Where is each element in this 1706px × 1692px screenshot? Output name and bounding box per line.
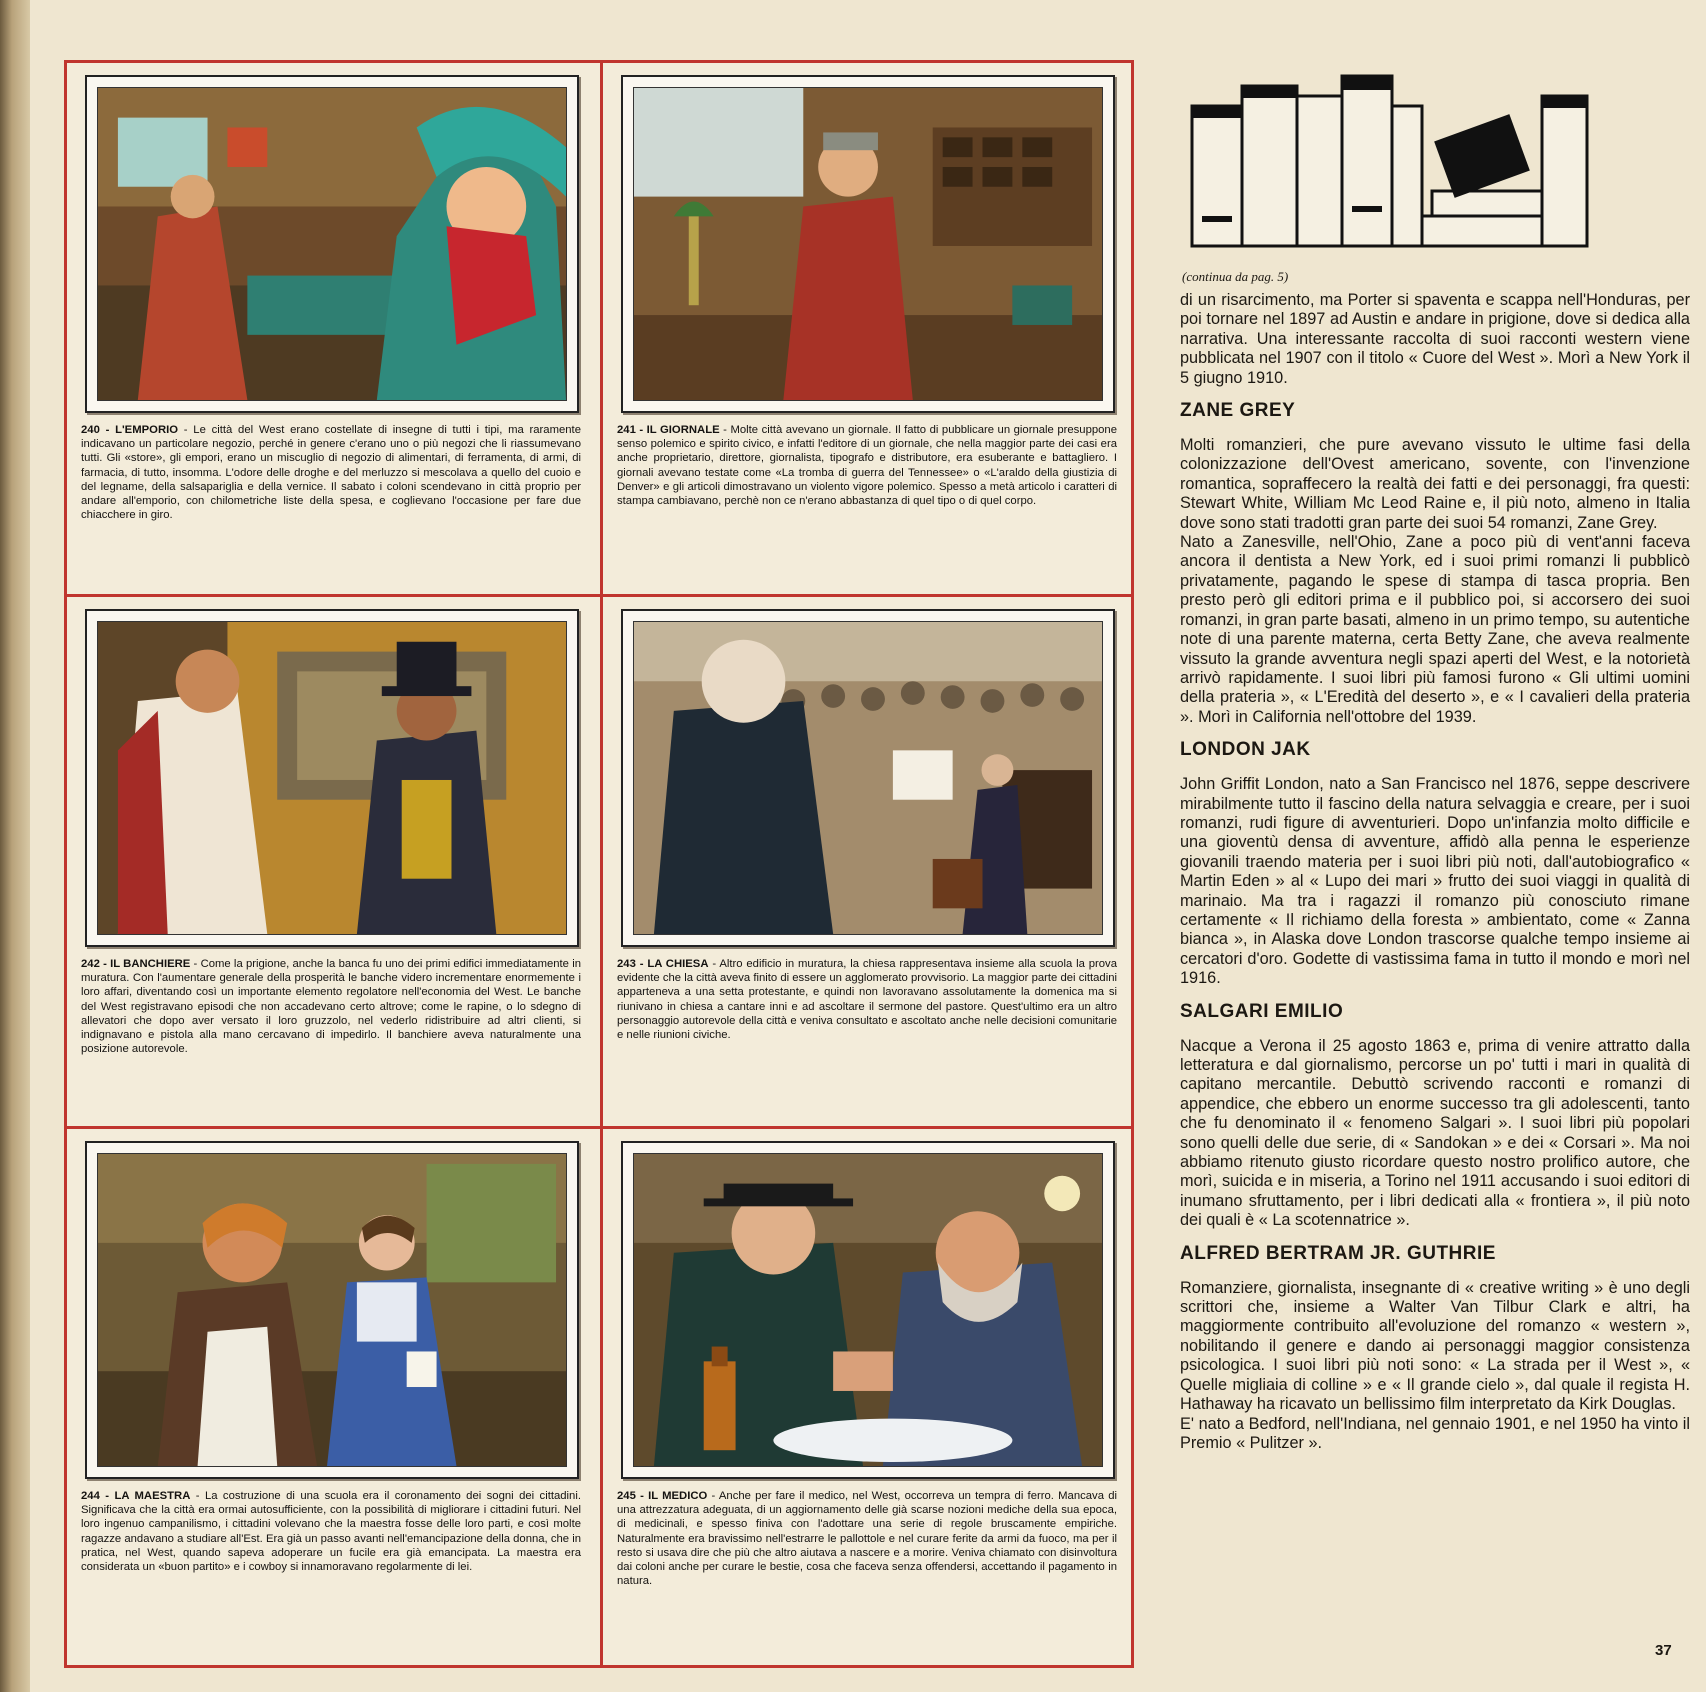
card-number: 245 (617, 1490, 636, 1502)
card-caption: 242 - IL BANCHIERE - Come la prigione, anche la banca fu uno dei primi edifici immediatamente in muratura. Con l'aumentare generale della prosperità le banche videro incrementare enormemente i loro affari, diventando così un importante elemento regolatore nell'economia del West. Le banche del West registravano episodi che non accadevano certo altrove; come le rapine, o lo sdegno di allevatori che dopo aver versato il loro gruzzolo, nel vederlo ridistribuire ad altri clienti, si indignavano e pistola alla mano cercavano di impedirlo. Il banchiere aveva naturalmente una posizione autorevole. (81, 958, 581, 1056)
section-body (1180, 1037, 1690, 1231)
book-spine-shadow (0, 0, 30, 1692)
card-illustration-chiesa (633, 621, 1103, 935)
card-illustration-banchiere (97, 621, 567, 935)
card-title: LA CHIESA (647, 958, 709, 970)
card-title: IL MEDICO (648, 1490, 708, 1502)
card-text: Altro edificio in muratura, la chiesa rappresentava insieme alla scuola la prova evidente che la città aveva finito di essere un agglomerato provvisorio. La maggior parte dei cittadini apparteneva a una setta protestante, e quindi non lavoravano assolutamente la domenica ma si riunivano in chiesa a cantare inni e ad ascoltare il sermone del pastore. Quest'ultimo era un altro personaggio autorevole della città e veniva consultato e ascoltato anche nelle decisioni comunitarie e nelle riunioni civiche. (617, 958, 1117, 1042)
paragraph-text: Romanziere, giornalista, insegnante di « creative writing » è uno degli scrittori che, insieme a Walter Van Tilbur Clark e altri, ha maggiormente contribuito all'evoluzione del romanzo « western », nobilitando il genere e dando ai personaggi maggior consistenza psicologica. I suoi libri più noti sono: « La strada per il West », « Quelle migliaia di colline » e « Il grande cielo », dal quale il regista H. Hathaway ha ricavato un bellissimo film interpretato da Kirk Douglas. (1180, 1278, 1690, 1414)
trading-card (621, 609, 1115, 947)
card-text: Molte città avevano un giornale. Il fatto di pubblicare un giornale presuppone senso polemico e spirito civico, e infatti l'editore di un giornale, che nella maggior parte dei casi era anche proprietario, direttore, giornalista, tipografo e distributore, era esuberante e battagliero. I giornali avevano testate come «La tromba di guerra del Tennessee» o «L'araldo della giustizia di Denver» e gli articoli dimostravano un violento vigore polemico. Spesso a metà articolo i caratteri di stampa cambiavano, perchè non ce n'erano abbastanza di quel tipo o di quel corpo. (617, 424, 1118, 508)
card-caption: 243 - LA CHIESA - Altro edificio in muratura, la chiesa rappresentava insieme alla scuola la prova evidente che la città aveva finito di essere un agglomerato provvisorio. La maggior parte dei cittadini apparteneva a una setta protestante, e quindi non lavoravano assolutamente la domenica ma si riunivano in chiesa a cantare inni e ad ascoltare il sermone del pastore. Quest'ultimo era un altro personaggio autorevole della città e veniva consultato e ascoltato anche nelle decisioni comunitarie e nelle riunioni civiche. (617, 958, 1117, 1042)
section-body (1180, 1279, 1690, 1454)
paragraph-text: di un risarcimento, ma Porter si spaventa e scappa nell'Honduras, per poi tornare nel 1897 ad Austin e andare in prigione, dove si dedica alla narrativa. Una interessante raccolta di suoi racconti western viene pubblicata nel 1907 con il titolo « Cuore del West ». Morì a New York il 5 giugno 1910. (1180, 291, 1690, 387)
card-caption: 241 - IL GIORNALE - Molte città avevano un giornale. Il fatto di pubblicare un giornale presuppone senso polemico e spirito civico, e infatti l'editore di un giornale, che nella maggior parte dei casi era anche proprietario, direttore, giornalista, tipografo e distributore, era esuberante e battagliero. I giornali avevano testate come «La tromba di guerra del Tennessee» o «L'araldo della giustizia di Denver» e gli articoli dimostravano un violento vigore polemico. Spesso a metà articolo i caratteri di stampa cambiavano, perchè non ce n'erano abbastanza di quel tipo o di quel corpo. (617, 424, 1118, 508)
card-number: 244 (81, 1490, 100, 1502)
card-illustration-maestra (97, 1153, 567, 1467)
card-title: LA MAESTRA (114, 1490, 191, 1502)
trading-card (85, 75, 579, 413)
trading-card (85, 609, 579, 947)
section-body (1180, 775, 1690, 988)
section-heading-london-jak: LONDON JAK (1180, 739, 1311, 761)
card-caption: 245 - IL MEDICO - Anche per fare il medico, nel West, occorreva un tempra di ferro. Mancava di una attrezzatura adeguata, di un aggiornamento delle già scarse nozioni mediche della sua epoca, di medicinali, e spesso finiva con l'adottare una serie di regole bruscamente empiriche. Naturalmente era bravissimo nell'estrarre le pallottole e nel curare ferite da armi da fuoco, ma per il resto si usava dire che più che altro aiutava a nascere e a morire. Veniva chiamato con disinvoltura dai coloni anche per curare le bestie, cosa che faceva senza offendersi, accettando il pagamento in natura. (617, 1490, 1117, 1588)
trading-card (85, 1141, 579, 1479)
card-text: Anche per fare il medico, nel West, occorreva un tempra di ferro. Mancava di una attrezzatura adeguata, di un aggiornamento delle già scarse nozioni mediche della sua epoca, di medicinali, e spesso finiva con l'adottare una serie di regole bruscamente empiriche. Naturalmente era bravissimo nell'estrarre le pallottole e nel curare ferite da armi da fuoco, ma per il resto si usava dire che più che altro aiutava a nascere e a morire. Veniva chiamato con disinvoltura dai coloni anche per curare le bestie, cosa che faceva senza offendersi, accettando il pagamento in natura. (617, 1490, 1117, 1588)
card-caption: 240 - L'EMPORIO - Le città del West erano costellate di insegne di tutti i tipi, ma raramente indicavano un particolare negozio, perché in genere c'erano uno o più negozi che li riassumevano tutti. Gli «store», gli empori, erano un miscuglio di negozio di alimentari, di ferramenta, di armi, di farmacia, di tutto, insomma. L'odore delle droghe e del merluzzo si mescolava a quello del cuoio e del legname, della salsapariglia e della vernice. Il sabato i coloni scendevano in città proprio per andare all'emporio, con chilometriche liste della spesa, e coglievano l'occasione per fare due chiacchere in giro. (81, 424, 581, 522)
card-number: 240 (81, 424, 100, 436)
paragraph-text: Molti romanzieri, che pure avevano vissuto le ultime fasi della colonizzazione dell'Ovest americano, sovente, con l'invenzione romantica, sopraffecero la realtà dei fatti e dei personaggi, fra questi: Stewart White, William Mc Leod Raine e, il più noto, almeno in Italia dove sono stati tradotti gran parte dei suoi 54 romanzi, Zane Grey. (1180, 436, 1690, 532)
card-text: Le città del West erano costellate di insegne di tutti i tipi, ma raramente indicavano un particolare negozio, perché in genere c'erano uno o più negozi che li riassumevano tutti. Gli «store», gli empori, erano un miscuglio di negozio di alimentari, di ferramenta, di armi, di farmacia, di tutto, insomma. L'odore delle droghe e del merluzzo si mescolava a quello del cuoio e del legname, della salsapariglia e della vernice. Il sabato i coloni scendevano in città proprio per andare all'emporio, con chilometriche liste della spesa, e coglievano l'occasione per fare due chiacchere in giro. (81, 424, 581, 522)
grid-divider-vertical (600, 63, 603, 1665)
card-illustration-giornale (633, 87, 1103, 401)
section-body (1180, 436, 1690, 727)
card-title: L'EMPORIO (115, 424, 179, 436)
card-title: IL GIORNALE (646, 424, 720, 436)
section-heading-salgari-emilio: SALGARI EMILIO (1180, 1000, 1344, 1022)
card-text: Come la prigione, anche la banca fu uno dei primi edifici immediatamente in muratura. Con l'aumentare generale della prosperità le banche videro incrementare enormemente i loro affari, diventando così un importante elemento regolatore nell'economia del West. Le banche del West registravano episodi che non accadevano certo altrove; come le rapine, o lo sdegno di allevatori che dopo aver versato il loro gruzzolo, nel vederlo ridistribuire ad altri clienti, si indignavano e pistola alla mano cercavano di impedirlo. Il banchiere aveva naturalmente una posizione autorevole. (81, 958, 581, 1056)
grid-divider-horizontal (67, 594, 1131, 597)
books-illustration (1182, 66, 1602, 256)
card-grid (64, 60, 1134, 1668)
intro-paragraph (1180, 291, 1690, 388)
page-number: 37 (1655, 1642, 1672, 1659)
card-number: 241 (617, 424, 636, 436)
paragraph-text: John Griffit London, nato a San Francisco nel 1876, seppe descrivere mirabilmente tutto il fascino della natura selvaggia e creare, per i suoi romanzi, rudi figure di avventurieri. Dopo un'infanzia molto difficile e una gioventù densa di avventure, affidò alla penna le esperienze giovanili traendo materia per i suoi libri più noti, dall'autobiografico « Martin Eden » al « Lupo dei mari » frutto dei suoi viaggi in qualità di marinaio. Ma tra i ragazzi il romanzo più conosciuto rimane certamente « Il richiamo della foresta » ambientato, come « Zanna bianca », in Alaska dove London trascorse qualche tempo insieme ai cercatori d'oro. Godette di vastissima fama in tutto il mondo e morì nel 1916. (1180, 775, 1690, 988)
card-text: La costruzione di una scuola era il coronamento dei sogni dei cittadini. Significava che la città era ormai autosufficiente, con la possibilità di migliorare i cittadini futuri. Nel loro ingenuo campanilismo, i cittadini volevano che la maestra fosse delle loro parti, e così molte ragazze andavano a studiare all'Est. Era già un passo avanti nell'emancipazione della donna, che in pratica, nel West, quando sapeva adoperare un fucile era già emancipata. La maestra era considerata un «buon partito» e i cowboy si innamoravano regolarmente di lei. (81, 1490, 581, 1574)
card-caption: 244 - LA MAESTRA - La costruzione di una scuola era il coronamento dei sogni dei cittadini. Significava che la città era ormai autosufficiente, con la possibilità di migliorare i cittadini futuri. Nel loro ingenuo campanilismo, i cittadini volevano che la maestra fosse delle loro parti, e così molte ragazze andavano a studiare all'Est. Era già un passo avanti nell'emancipazione della donna, che in pratica, nel West, quando sapeva adoperare un fucile era già emancipata. La maestra era considerata un «buon partito» e i cowboy si innamoravano regolarmente di lei. (81, 1490, 581, 1574)
card-number: 242 (81, 958, 100, 970)
trading-card (621, 1141, 1115, 1479)
card-illustration-medico (633, 1153, 1103, 1467)
paragraph-text: Nacque a Verona il 25 agosto 1863 e, prima di venire attratto dalla letteratura e dal giornalismo, percorse un po' tutti i mari in qualità di capitano mercantile. Debuttò scrivendo racconti e romanzi di appendice, che ebbero un enorme successo tra gli adolescenti, tanto che fu denominato il « fenomeno Salgari ». I suoi libri più popolari sono quelli delle due serie, di « Sandokan » e dei « Corsari ». Ma noi abbiamo ritenuto giusto ricordare questo nostro prolifico autore, che morì, suicida e in miseria, a Torino nel 1911 accusando i suoi editori di inumano sfruttamento, per i libri dedicati alla « frontiera », il più noto dei quali è « La scotennatrice ». (1180, 1036, 1690, 1230)
article-column (1170, 66, 1690, 1453)
section-heading-zane-grey: ZANE GREY (1180, 400, 1296, 422)
card-number: 243 (617, 958, 636, 970)
section-heading-guthrie: ALFRED BERTRAM JR. GUTHRIE (1180, 1242, 1496, 1264)
continued-from-note: (continua da pag. 5) (1182, 269, 1289, 284)
paragraph-text: E' nato a Bedford, nell'Indiana, nel gennaio 1901, e nel 1950 ha vinto il Premio « Pulitzer ». (1180, 1414, 1690, 1452)
card-title: IL BANCHIERE (110, 958, 191, 970)
grid-divider-horizontal (67, 1126, 1131, 1129)
paragraph-text: Nato a Zanesville, nell'Ohio, Zane a poco più di vent'anni faceva ancora il dentista a New York, ed i suoi primi romanzi li pubblicò privatamente, pagando le spese di stampa di tasca propria. Ben presto però gli editori prima e il pubblico poi, si accorsero dei suoi romanzi, in gran parte basati, almeno in un primo tempo, su autentiche note di una parente materna, certa Betty Zane, che aveva realmente vissuto la grande avventura negli spazi aperti del West, e la notorietà arrivò rapidamente. I suoi libri più famosi furono « Gli ultimi uomini della prateria », « L'Eredità del deserto », e « I cavalieri della prateria ». Morì in California nell'ottobre del 1939. (1180, 533, 1690, 726)
trading-card (621, 75, 1115, 413)
card-illustration-emporio (97, 87, 567, 401)
